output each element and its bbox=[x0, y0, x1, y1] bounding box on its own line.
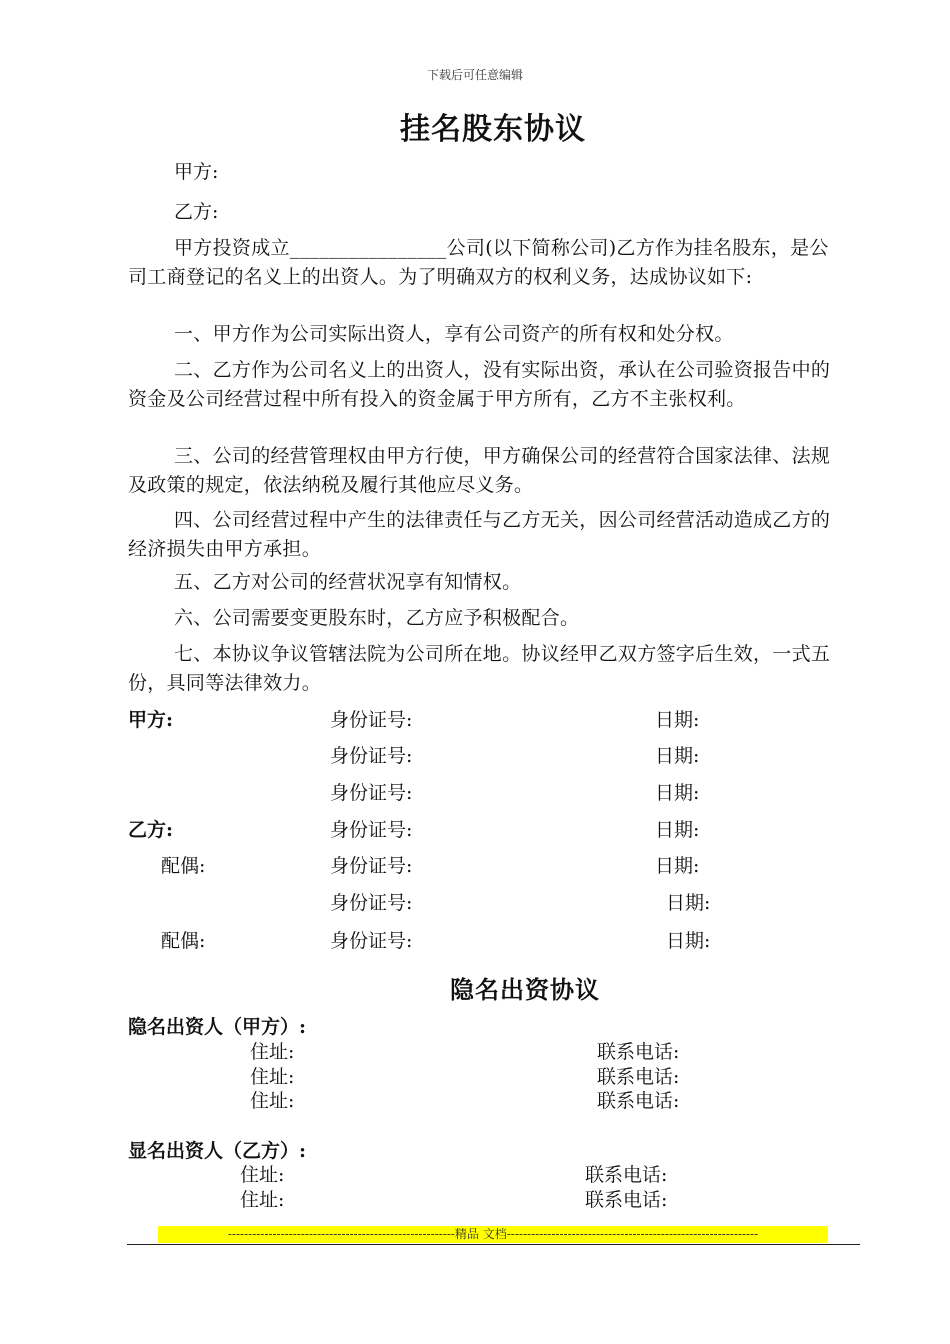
clause-7: 七、本协议争议管辖法院为公司所在地。协议经甲乙双方签字后生效，一式五份，具同等法律效力。 bbox=[128, 643, 831, 694]
hidden-address-label: 住址: bbox=[250, 1041, 295, 1063]
sig-id-label: 身份证号: bbox=[330, 892, 413, 914]
sig-id-label: 身份证号: bbox=[330, 930, 413, 952]
named-phone-label: 联系电话: bbox=[585, 1164, 668, 1186]
hidden-investor-label: 隐名出资人（甲方）: bbox=[128, 1016, 307, 1038]
clause-4: 四、公司经营过程中产生的法律责任与乙方无关，因公司经营活动造成乙方的经济损失由甲方承担。 bbox=[128, 509, 831, 560]
sig-date-label: 日期: bbox=[655, 782, 700, 804]
intro-paragraph: 甲方投资成立________________公司(以下简称公司)乙方作为挂名股东，是公司工商登记的名义上的出资人。为了明确双方的权利义务，达成协议如下: bbox=[128, 237, 829, 288]
document-title: 挂名股东协议 bbox=[400, 112, 586, 147]
footer-divider bbox=[127, 1244, 860, 1245]
sig-party-a-label: 甲方: bbox=[128, 709, 174, 731]
named-phone-label: 联系电话: bbox=[585, 1189, 668, 1211]
page-header: 下载后可任意编辑 bbox=[426, 68, 523, 82]
sig-date-label: 日期: bbox=[666, 892, 711, 914]
named-address-label: 住址: bbox=[240, 1164, 285, 1186]
sig-date-label: 日期: bbox=[666, 930, 711, 952]
clause-3: 三、公司的经营管理权由甲方行使，甲方确保公司的经营符合国家法律、法规及政策的规定，依法纳税及履行其他应尽义务。 bbox=[128, 445, 831, 496]
hidden-address-label: 住址: bbox=[250, 1066, 295, 1088]
sig-id-label: 身份证号: bbox=[330, 745, 413, 767]
hidden-address-label: 住址: bbox=[250, 1090, 295, 1112]
clause-5: 五、乙方对公司的经营状况享有知情权。 bbox=[174, 571, 522, 593]
sig-party-b-label: 乙方: bbox=[128, 819, 174, 841]
sig-spouse-label: 配偶: bbox=[161, 930, 206, 952]
sig-spouse-label: 配偶: bbox=[161, 855, 206, 877]
party-b-line: 乙方: bbox=[174, 201, 219, 223]
hidden-phone-label: 联系电话: bbox=[597, 1090, 680, 1112]
footer-dashes-right: -------------------------------------------------------------- bbox=[506, 1227, 759, 1241]
sig-id-label: 身份证号: bbox=[330, 782, 413, 804]
sig-date-label: 日期: bbox=[655, 745, 700, 767]
clause-6: 六、公司需要变更股东时，乙方应予积极配合。 bbox=[174, 607, 580, 629]
clause-1: 一、甲方作为公司实际出资人，享有公司资产的所有权和处分权。 bbox=[174, 323, 734, 345]
sig-date-label: 日期: bbox=[655, 855, 700, 877]
party-a-line: 甲方: bbox=[174, 161, 219, 183]
clause-2: 二、乙方作为公司名义上的出资人，没有实际出资，承认在公司验资报告中的资金及公司经营过程中所有投入的资金属于甲方所有，乙方不主张权利。 bbox=[128, 359, 831, 410]
footer-text: 精品 文档 bbox=[454, 1227, 507, 1241]
named-investor-label: 显名出资人（乙方）: bbox=[128, 1140, 307, 1162]
sig-id-label: 身份证号: bbox=[330, 709, 413, 731]
named-address-label: 住址: bbox=[240, 1189, 285, 1211]
sig-date-label: 日期: bbox=[655, 819, 700, 841]
footer-banner bbox=[158, 1226, 828, 1243]
sig-date-label: 日期: bbox=[655, 709, 700, 731]
second-title: 隐名出资协议 bbox=[450, 975, 600, 1004]
sig-id-label: 身份证号: bbox=[330, 855, 413, 877]
sig-id-label: 身份证号: bbox=[330, 819, 413, 841]
hidden-phone-label: 联系电话: bbox=[597, 1066, 680, 1088]
footer-dashes-left: -------------------------------------------------------- bbox=[227, 1227, 455, 1241]
hidden-phone-label: 联系电话: bbox=[597, 1041, 680, 1063]
